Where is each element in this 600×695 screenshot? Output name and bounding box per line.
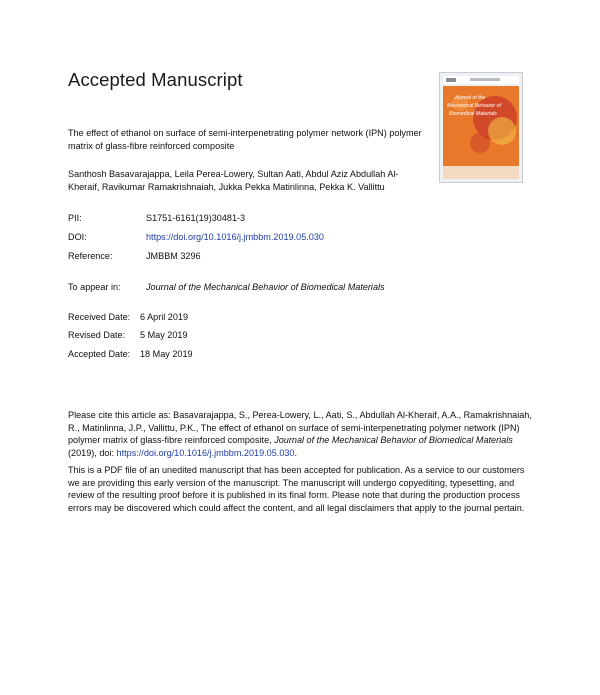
appear-label: To appear in: [68, 282, 121, 292]
citation-suffix: . [294, 447, 298, 458]
citation-middle: (2019), doi: [68, 447, 117, 458]
unedited-manuscript-notice: This is a PDF file of an unedited manuscript that has been accepted for publication. As a service to our customers we are providing this early version of the manuscript. The manuscript will undergo copyediting, typesetting, and review of the resulting proof before it is published in its final form. Please note that during the production process errors may be discovered which could affect the content, and all legal disclaimers that apply to the journal pertain. [68, 465, 525, 513]
citation-paragraph [68, 409, 538, 459]
reference-label: Reference: [68, 251, 113, 261]
citation-journal: Journal of the Mechanical Behavior of Biomedical Materials [274, 435, 513, 446]
accepted-label: Accepted Date: [68, 349, 131, 359]
article-title: The effect of ethanol on surface of semi-interpenetrating polymer network (IPN) polymer matrix of glass-fibre reinforced composite [68, 128, 422, 151]
cover-journal-line3: Biomedical Materials [449, 111, 497, 117]
reference-value: JMBBM 3296 [146, 251, 201, 261]
cover-journal-line1: Journal of the [454, 95, 486, 101]
doi-link[interactable]: https://doi.org/10.1016/j.jmbbm.2019.05.030 [146, 232, 324, 242]
citation-doi-link[interactable]: https://doi.org/10.1016/j.jmbbm.2019.05.030 [116, 447, 295, 458]
journal-cover-art [440, 73, 522, 182]
received-label: Received Date: [68, 312, 131, 322]
page-heading: Accepted Manuscript [68, 69, 243, 90]
doi-label: DOI: [68, 232, 87, 242]
received-value: 6 April 2019 [140, 312, 189, 322]
citation-prefix: Please cite this article as: Basavarajappa, S., Perea-Lowery, L., Aati, S., Abdullah Al-Kheraif, A.A., Ramakrishnaiah, R., Matinlinna, J.P., Vallittu, P.K., The effect of ethanol on surface of semi-interpenetrating polymer network (IPN) polymer matrix of glass-fibre reinforced composite, [68, 410, 532, 446]
revised-label: Revised Date: [68, 330, 126, 340]
pii-label: PII: [68, 213, 82, 223]
journal-cover-image [439, 72, 523, 183]
article-authors: Santhosh Basavarajappa, Leila Perea-Lowery, Sultan Aati, Abdul Aziz Abdullah Al-Kheraif, Ravikumar Ramakrishnaiah, Jukka Pekka Matinlinna, Pekka K. Vallittu [68, 169, 399, 192]
accepted-value: 18 May 2019 [140, 349, 193, 359]
appear-value: Journal of the Mechanical Behavior of Biomedical Materials [146, 282, 385, 292]
pii-value: S1751-6161(19)30481-3 [146, 213, 246, 223]
cover-journal-line2: Mechanical Behavior of [447, 103, 501, 109]
revised-value: 5 May 2019 [140, 330, 188, 340]
